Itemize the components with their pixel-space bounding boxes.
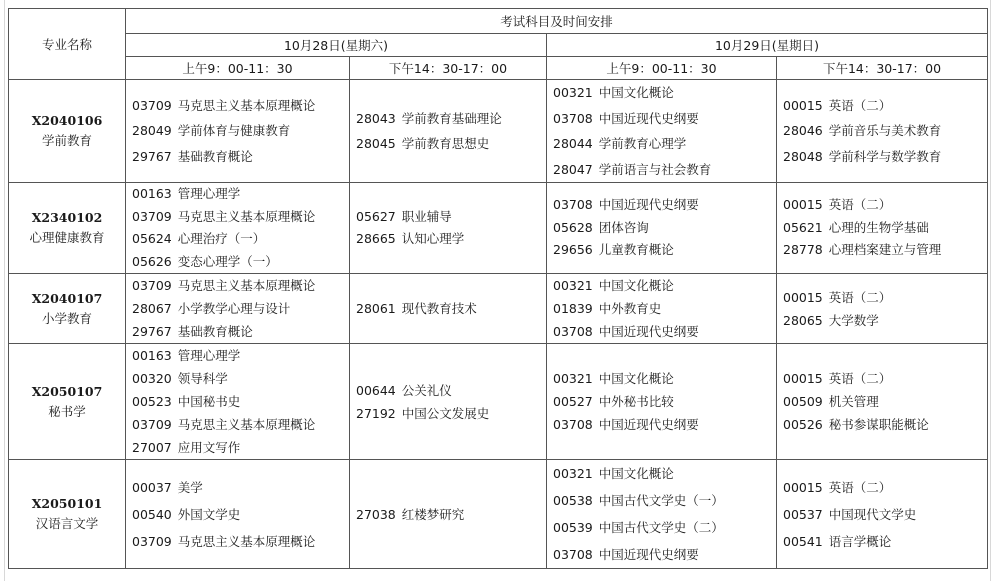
subject-title: 马克思主义基本原理概论: [177, 417, 316, 432]
subject-list: [126, 183, 349, 273]
subject-item: [777, 390, 987, 413]
subject-cell-d2pm: [777, 80, 988, 183]
subject-title: 英语（二）: [828, 371, 892, 386]
subject-cell-d2am: [547, 80, 777, 183]
subject-code: 00320: [132, 371, 172, 386]
subject-code: 03708: [553, 417, 593, 432]
subject-title: 马克思主义基本原理概论: [177, 533, 316, 549]
subject-code: 28046: [783, 123, 823, 139]
major-row: [9, 344, 988, 460]
major-name: 汉语言文学: [35, 516, 99, 531]
subject-item: [547, 274, 776, 297]
subject-title: 学前科学与数学教育: [828, 148, 942, 164]
subject-title: 中国文化概论: [598, 85, 674, 100]
day2-am-header: 上午9：00-11：30: [547, 57, 777, 80]
subject-list: [126, 93, 349, 170]
subject-item: [547, 131, 776, 157]
subject-item: [350, 106, 546, 132]
subject-item: [777, 413, 987, 436]
subject-code: 03709: [132, 533, 172, 549]
subject-title: 中国公文发展史: [401, 405, 490, 421]
subject-title: 语言学概论: [828, 533, 892, 549]
subject-title: 心理治疗（一）: [177, 231, 266, 246]
subject-code: 00163: [132, 186, 172, 201]
subject-title: 心理档案建立与管理: [828, 242, 942, 258]
subject-code: 00539: [553, 520, 593, 535]
subject-code: 27038: [356, 506, 396, 522]
subject-title: 应用文写作: [177, 440, 241, 455]
subject-cell-d1pm: [350, 460, 547, 569]
major-row: [9, 183, 988, 274]
subject-title: 管理心理学: [177, 186, 241, 201]
subject-list: [126, 274, 349, 343]
subject-title: 英语（二）: [828, 289, 892, 305]
subject-item: [547, 320, 776, 343]
subject-code: 28048: [783, 148, 823, 164]
subject-item: [777, 309, 987, 332]
major-name: 秘书学: [48, 403, 86, 419]
subject-item: [547, 487, 776, 514]
subject-list: [350, 206, 546, 251]
subject-item: [126, 390, 349, 413]
subject-item: [547, 390, 776, 413]
subject-cell-d1pm: [350, 344, 547, 460]
subject-item: [547, 217, 776, 240]
subject-code: 28044: [553, 136, 593, 151]
subject-list: [547, 274, 776, 343]
subject-title: 中国文化概论: [598, 371, 674, 386]
subject-code: 00015: [783, 371, 823, 386]
subject-cell-d1am: [126, 460, 350, 569]
subject-item: [547, 80, 776, 106]
subject-code: 00509: [783, 394, 823, 409]
subject-item: [777, 474, 987, 501]
subject-title: 马克思主义基本原理概论: [177, 278, 316, 293]
subject-code: 00037: [132, 479, 172, 495]
subject-title: 变态心理学（一）: [177, 253, 278, 269]
subject-code: 00540: [132, 506, 172, 522]
subject-title: 秘书参谋职能概论: [828, 417, 929, 432]
subject-code: 01839: [553, 301, 593, 316]
subject-title: 中外教育史: [598, 301, 662, 316]
subject-code: 00321: [553, 371, 593, 386]
subject-title: 外国文学史: [177, 506, 241, 522]
major-cell: [9, 183, 126, 274]
subject-code: 29767: [132, 324, 172, 339]
subject-code: 28049: [132, 123, 172, 139]
subject-title: 中国近现代史纲要: [598, 547, 699, 562]
subject-item: [547, 157, 776, 183]
subject-code: 28065: [783, 312, 823, 328]
subject-item: [126, 320, 349, 343]
subject-title: 机关管理: [828, 394, 879, 409]
subject-item: [777, 239, 987, 262]
major-name-header: 专业名称: [9, 9, 126, 80]
major-row: [9, 80, 988, 183]
subject-code: 00541: [783, 533, 823, 549]
subject-title: 中国近现代史纲要: [598, 417, 699, 432]
subject-item: [350, 379, 546, 402]
major-row: [9, 274, 988, 344]
subject-item: [777, 144, 987, 170]
subject-title: 中国文化概论: [598, 466, 674, 481]
subject-cell-d1pm: [350, 80, 547, 183]
subject-code: 05621: [783, 219, 823, 235]
subject-title: 心理的生物学基础: [828, 219, 929, 235]
subject-item: [126, 228, 349, 251]
subject-title: 中国古代文学史（一）: [598, 493, 724, 508]
exam-schedule-table: [8, 8, 988, 569]
subject-title: 管理心理学: [177, 348, 241, 363]
subject-item: [777, 501, 987, 528]
subject-item: [350, 402, 546, 425]
subject-code: 00537: [783, 506, 823, 522]
subject-cell-d2pm: [777, 460, 988, 569]
subject-title: 中国文化概论: [598, 278, 674, 293]
subject-code: 00015: [783, 289, 823, 305]
subject-item: [777, 194, 987, 217]
day1-header: 10月28日(星期六): [126, 34, 547, 57]
subject-item: [547, 367, 776, 390]
subject-code: 05626: [132, 253, 172, 269]
subject-title: 学前教育基础理论: [401, 110, 502, 126]
subject-item: [350, 206, 546, 229]
subject-code: 28047: [553, 161, 593, 177]
subject-code: 00015: [783, 479, 823, 495]
subject-list: [350, 501, 546, 528]
day1-pm-header: 下午14：30-17：00: [350, 57, 547, 80]
subject-item: [126, 251, 349, 274]
major-cell: [9, 80, 126, 183]
subject-title: 现代教育技术: [401, 301, 477, 316]
subject-code: 00321: [553, 466, 593, 481]
schedule-body: [9, 80, 988, 569]
subject-title: 中国现代文学史: [828, 506, 917, 522]
subject-code: 00163: [132, 348, 172, 363]
subject-list: [777, 474, 987, 555]
subject-item: [126, 436, 349, 459]
subject-title: 学前教育思想史: [401, 136, 490, 151]
major-code: X2050107: [31, 383, 103, 399]
subject-list: [350, 379, 546, 425]
subject-item: [777, 217, 987, 240]
subject-list: [350, 106, 546, 157]
subject-code: 29656: [553, 242, 593, 258]
subject-code: 00321: [553, 85, 593, 100]
subject-list: [350, 297, 546, 320]
subject-cell-d2am: [547, 460, 777, 569]
subject-code: 03708: [553, 324, 593, 339]
major-cell: [9, 344, 126, 460]
subject-item: [547, 514, 776, 541]
subject-item: [126, 274, 349, 297]
subject-item: [547, 460, 776, 487]
subject-title: 中外秘书比较: [598, 394, 674, 409]
subject-list: [777, 367, 987, 436]
subject-item: [126, 144, 349, 170]
subject-title: 大学数学: [828, 312, 879, 328]
subject-item: [777, 367, 987, 390]
subject-code: 03709: [132, 97, 172, 113]
subject-list: [126, 344, 349, 459]
schedule-title: 考试科目及时间安排: [126, 9, 988, 34]
subject-item: [547, 541, 776, 568]
subject-item: [126, 206, 349, 229]
subject-code: 28778: [783, 242, 823, 258]
subject-list: [777, 93, 987, 170]
subject-cell-d1am: [126, 80, 350, 183]
subject-cell-d2am: [547, 183, 777, 274]
subject-list: [547, 194, 776, 262]
subject-title: 马克思主义基本原理概论: [177, 208, 316, 224]
subject-code: 28665: [356, 231, 396, 246]
subject-title: 基础教育概论: [177, 324, 253, 339]
subject-code: 00644: [356, 382, 396, 398]
subject-item: [547, 194, 776, 217]
subject-item: [126, 183, 349, 206]
page-border-right: [990, 0, 991, 581]
subject-title: 职业辅导: [401, 208, 452, 224]
subject-title: 认知心理学: [401, 231, 465, 246]
subject-code: 03709: [132, 208, 172, 224]
subject-title: 马克思主义基本原理概论: [177, 97, 316, 113]
subject-cell-d2pm: [777, 274, 988, 344]
subject-cell-d1am: [126, 183, 350, 274]
subject-item: [350, 297, 546, 320]
subject-title: 学前语言与社会教育: [598, 161, 712, 177]
subject-item: [547, 106, 776, 132]
subject-title: 中国近现代史纲要: [598, 197, 699, 213]
subject-title: 学前音乐与美术教育: [828, 123, 942, 139]
subject-item: [350, 131, 546, 157]
subject-code: 27007: [132, 440, 172, 455]
major-name: 小学教育: [41, 310, 92, 326]
subject-title: 中国近现代史纲要: [598, 324, 699, 339]
subject-code: 28061: [356, 301, 396, 316]
subject-list: [777, 194, 987, 262]
subject-item: [126, 344, 349, 367]
day2-pm-header: 下午14：30-17：00: [777, 57, 988, 80]
subject-code: 00523: [132, 394, 172, 409]
subject-item: [126, 297, 349, 320]
subject-title: 领导科学: [177, 371, 228, 386]
major-name: 学前教育: [41, 133, 92, 148]
subject-list: [777, 286, 987, 332]
subject-title: 公关礼仪: [401, 382, 452, 398]
subject-code: 05624: [132, 231, 172, 246]
subject-code: 03708: [553, 110, 593, 126]
subject-title: 美学: [177, 479, 203, 495]
major-cell: [9, 460, 126, 569]
subject-title: 红楼梦研究: [401, 506, 465, 522]
day1-am-header: 上午9：00-11：30: [126, 57, 350, 80]
subject-list: [126, 474, 349, 555]
subject-title: 中国近现代史纲要: [598, 110, 699, 126]
subject-code: 03708: [553, 547, 593, 562]
subject-cell-d1am: [126, 344, 350, 460]
subject-code: 05628: [553, 219, 593, 235]
subject-code: 00015: [783, 97, 823, 113]
subject-cell-d1pm: [350, 274, 547, 344]
subject-title: 中国秘书史: [177, 394, 241, 409]
major-code: X2050101: [31, 496, 103, 511]
subject-code: 00321: [553, 278, 593, 293]
subject-item: [126, 118, 349, 144]
subject-title: 英语（二）: [828, 97, 892, 113]
subject-code: 28043: [356, 110, 396, 126]
subject-cell-d2pm: [777, 183, 988, 274]
subject-item: [547, 413, 776, 436]
subject-title: 小学教学心理与设计: [177, 301, 291, 316]
subject-code: 27192: [356, 405, 396, 421]
subject-item: [126, 413, 349, 436]
subject-title: 儿童教育概论: [598, 242, 674, 258]
subject-cell-d2pm: [777, 344, 988, 460]
subject-code: 03709: [132, 417, 172, 432]
subject-code: 03709: [132, 278, 172, 293]
subject-title: 学前体育与健康教育: [177, 123, 291, 139]
subject-title: 英语（二）: [828, 197, 892, 213]
subject-item: [126, 367, 349, 390]
major-cell: [9, 274, 126, 344]
major-row: [9, 460, 988, 569]
subject-title: 中国古代文学史（二）: [598, 520, 724, 535]
subject-list: [547, 460, 776, 568]
subject-item: [547, 297, 776, 320]
subject-code: 00015: [783, 197, 823, 213]
subject-item: [777, 528, 987, 555]
subject-cell-d1pm: [350, 183, 547, 274]
subject-item: [777, 286, 987, 309]
subject-cell-d2am: [547, 344, 777, 460]
day2-header: 10月29日(星期日): [547, 34, 988, 57]
subject-code: 29767: [132, 148, 172, 164]
page-border-left: [4, 0, 5, 581]
subject-title: 学前教育心理学: [598, 136, 687, 151]
subject-item: [126, 528, 349, 555]
major-name: 心理健康教育: [29, 230, 105, 245]
subject-item: [350, 501, 546, 528]
subject-code: 28045: [356, 136, 396, 151]
subject-title: 团体咨询: [598, 219, 649, 235]
subject-list: [547, 80, 776, 182]
subject-list: [547, 367, 776, 436]
major-code: X2040107: [31, 290, 103, 306]
subject-item: [547, 239, 776, 262]
subject-item: [350, 228, 546, 251]
subject-item: [777, 118, 987, 144]
subject-title: 英语（二）: [828, 479, 892, 495]
subject-title: 基础教育概论: [177, 148, 253, 164]
subject-item: [126, 474, 349, 501]
subject-code: 03708: [553, 197, 593, 213]
subject-code: 00527: [553, 394, 593, 409]
subject-code: 00538: [553, 493, 593, 508]
subject-item: [777, 93, 987, 119]
subject-item: [126, 501, 349, 528]
subject-item: [126, 93, 349, 119]
subject-code: 28067: [132, 301, 172, 316]
subject-code: 00526: [783, 417, 823, 432]
subject-cell-d2am: [547, 274, 777, 344]
major-code: X2040106: [31, 113, 103, 128]
major-code: X2340102: [31, 210, 103, 225]
subject-cell-d1am: [126, 274, 350, 344]
subject-code: 05627: [356, 208, 396, 224]
